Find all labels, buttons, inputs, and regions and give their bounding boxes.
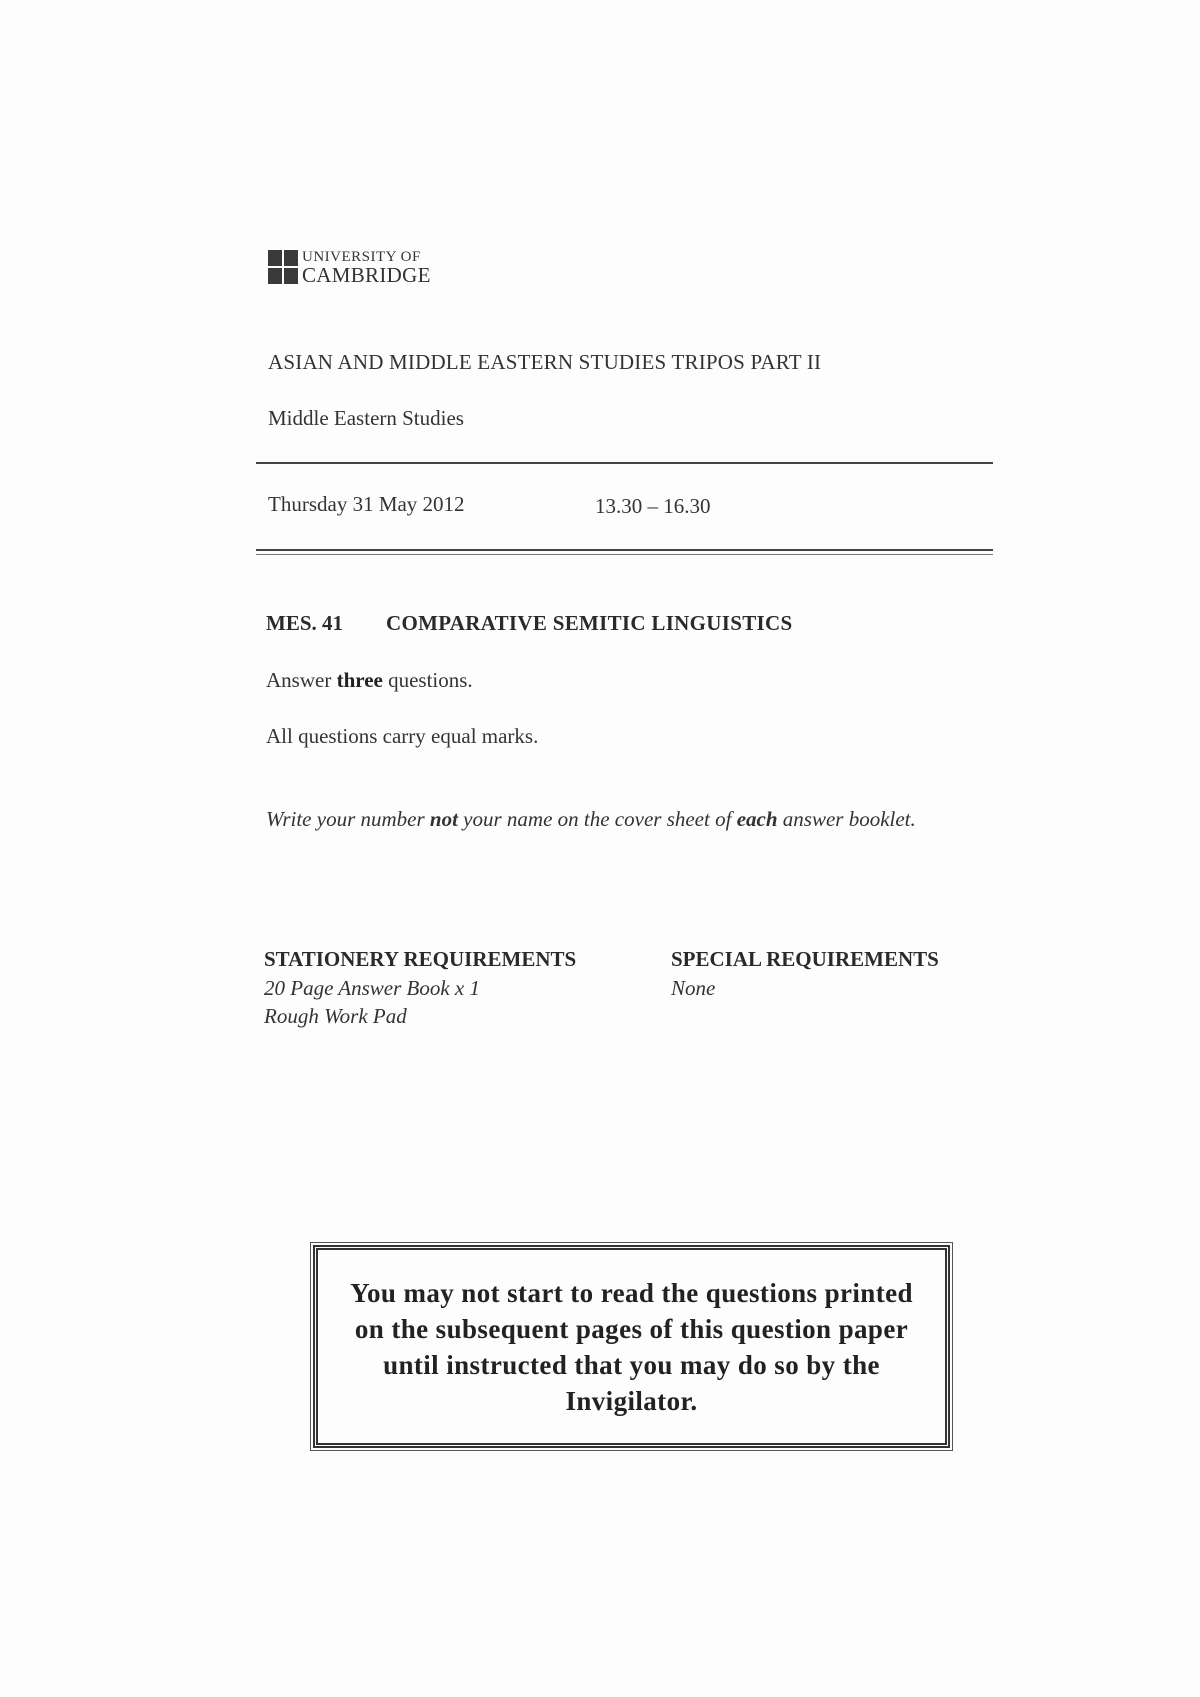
cover-sheet-instruction (266, 805, 966, 833)
stationery-item: 20 Page Answer Book x 1 (264, 976, 480, 1000)
cover-each: each (736, 807, 778, 831)
answer-count: three (336, 668, 383, 692)
invigilator-notice-box (313, 1245, 950, 1448)
special-heading: SPECIAL REQUIREMENTS (671, 947, 939, 971)
cover-part3: answer booklet. (777, 807, 916, 831)
cover-part2: your name on the cover sheet of (457, 807, 737, 831)
top-divider (256, 462, 993, 464)
exam-date: Thursday 31 May 2012 (268, 492, 465, 516)
special-value: None (671, 976, 716, 1000)
answer-suffix: questions. (382, 668, 473, 692)
subject-name: Middle Eastern Studies (268, 406, 464, 430)
answer-prefix: Answer (266, 668, 337, 692)
paper-title: COMPARATIVE SEMITIC LINGUISTICS (386, 611, 793, 635)
tripos-title: ASIAN AND MIDDLE EASTERN STUDIES TRIPOS PART II (268, 350, 822, 374)
stationery-heading: STATIONERY REQUIREMENTS (264, 947, 577, 971)
cover-part1: Write your number (266, 807, 430, 831)
university-name-line2: CAMBRIDGE (302, 263, 431, 287)
stationery-item: Rough Work Pad (264, 1004, 407, 1028)
answer-instruction (266, 668, 473, 693)
exam-time: 13.30 – 16.30 (595, 494, 711, 518)
invigilator-notice-text: You may not start to read the questions printed on the subsequent pages of this question paper until instructed that you may do so by the Invigilator. (350, 1277, 913, 1416)
marks-instruction: All questions carry equal marks. (266, 724, 539, 748)
paper-code: MES. 41 (266, 611, 344, 635)
bottom-divider (256, 549, 993, 555)
university-name-line1: UNIVERSITY OF (302, 249, 421, 265)
university-logo (268, 250, 431, 286)
university-crest-icon (268, 250, 298, 286)
cover-not: not (429, 807, 458, 831)
